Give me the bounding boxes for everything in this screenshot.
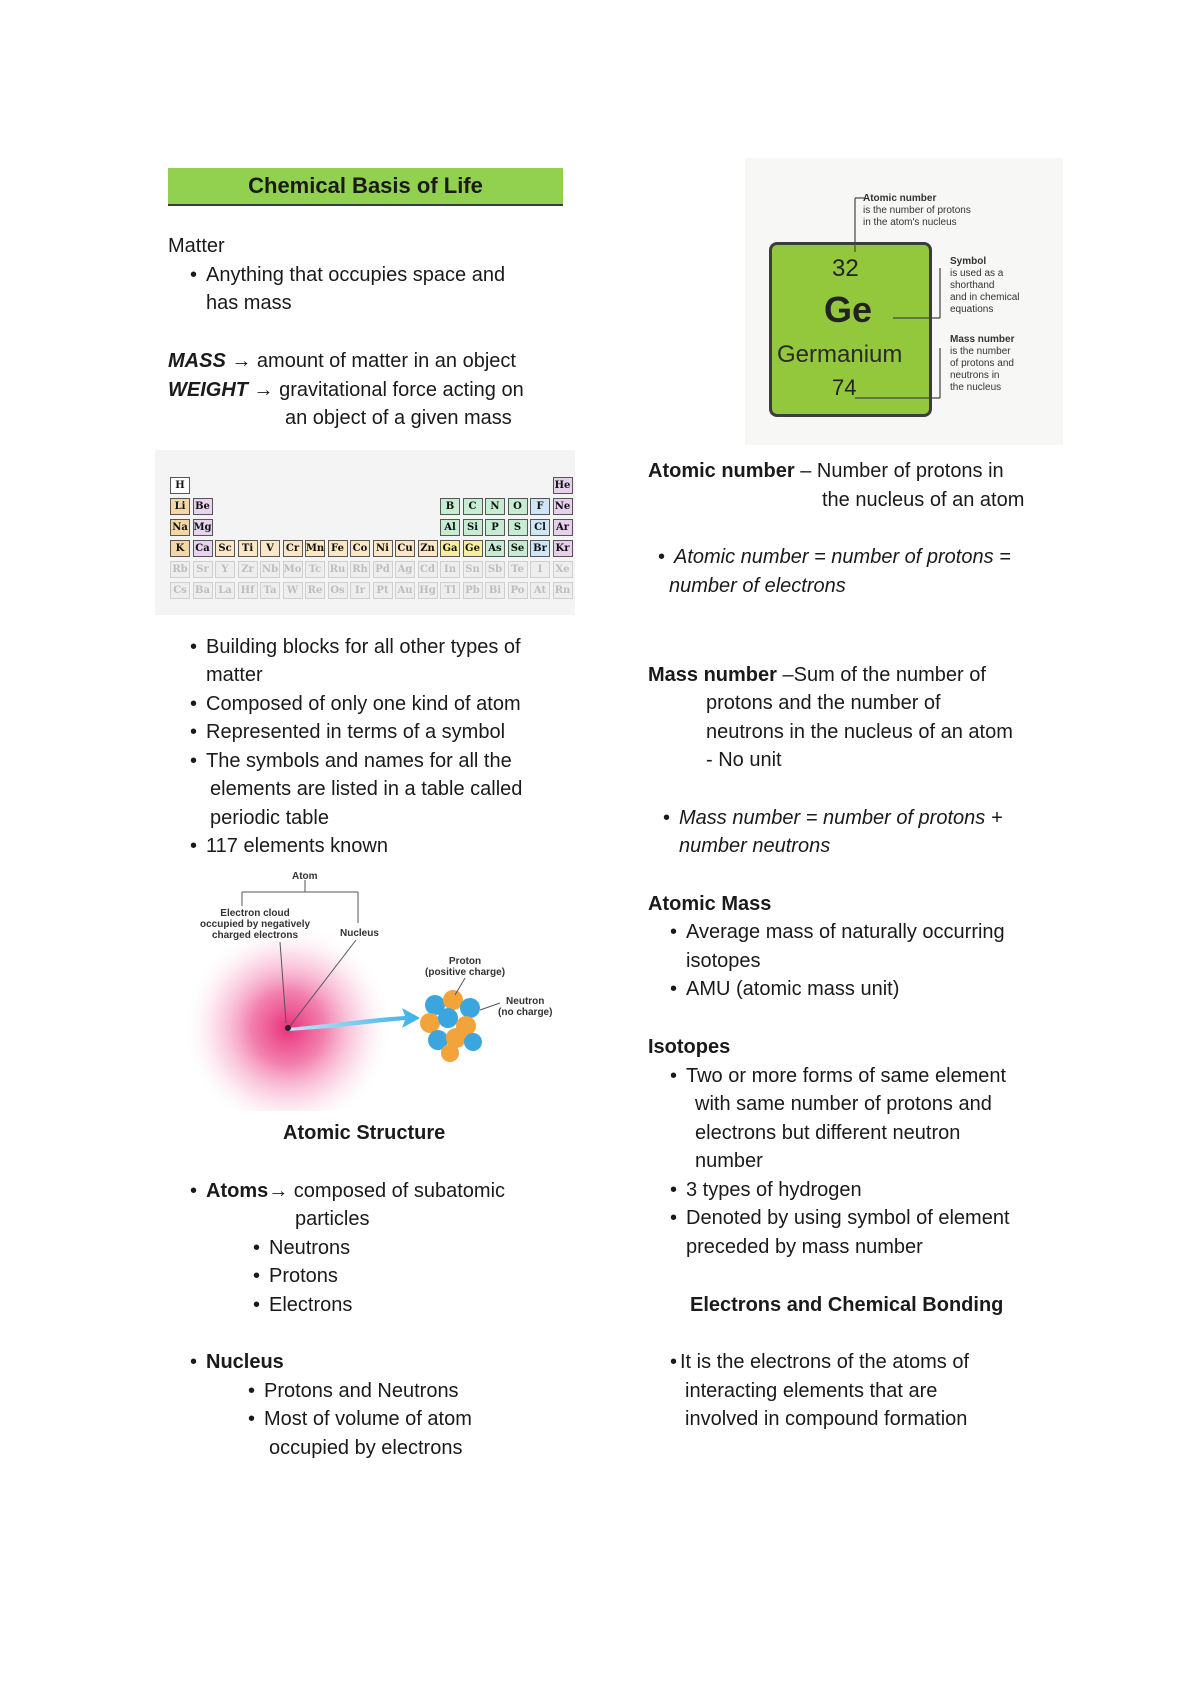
neutron-label-line: (no charge) xyxy=(498,1007,553,1018)
bullet: • xyxy=(190,721,198,743)
matter-bullet-line: has mass xyxy=(206,292,292,314)
element-cell: Ta xyxy=(260,582,280,599)
bullet: • xyxy=(670,1065,678,1087)
bullet: • xyxy=(253,1237,261,1259)
element-cell: In xyxy=(440,561,460,578)
bullet: • xyxy=(190,636,198,658)
proton-label-line: (positive charge) xyxy=(425,967,506,978)
atomic-mass-heading: Atomic Mass xyxy=(648,893,772,915)
element-cell: Os xyxy=(328,582,348,599)
mass-number-callout xyxy=(950,334,1014,394)
element-cell: Zr xyxy=(238,561,258,578)
neutron-label-line: Neutron xyxy=(506,996,545,1007)
callout-line: the nucleus xyxy=(950,382,1002,393)
callout-heading: Atomic number xyxy=(863,193,937,204)
element-cell: Ga xyxy=(440,540,460,557)
element-cell: Cr xyxy=(283,540,303,557)
bullet: • xyxy=(190,693,198,715)
atomic-number-callout xyxy=(863,193,971,229)
element-cell: Nb xyxy=(260,561,280,578)
element-bullet-line: Represented in terms of a symbol xyxy=(206,721,506,743)
callout-heading: Mass number xyxy=(950,334,1015,345)
electron-cloud-label-line: occupied by negatively xyxy=(200,919,311,930)
isotopes-heading: Isotopes xyxy=(648,1036,731,1058)
element-cell: Re xyxy=(305,582,325,599)
page-title: Chemical Basis of Life xyxy=(168,168,563,206)
bullet: • xyxy=(670,978,678,1000)
element-cell: Hf xyxy=(238,582,258,599)
bullet: • xyxy=(248,1408,256,1430)
bonding-line: interacting elements that are xyxy=(685,1380,938,1402)
element-cell: Sc xyxy=(215,540,235,557)
element-cell: Cs xyxy=(170,582,190,599)
weight-line-2: an object of a given mass xyxy=(285,407,512,429)
atomic-mass-bullet-line: Average mass of naturally occurring xyxy=(686,921,1005,943)
element-cell: Sb xyxy=(485,561,505,578)
bullet: • xyxy=(190,750,198,772)
callout-line: is used as a xyxy=(950,268,1004,279)
element-cell: Te xyxy=(508,561,528,578)
bonding-line: involved in compound formation xyxy=(685,1408,968,1430)
element-cell: Ar xyxy=(553,519,573,536)
mass-text: → amount of matter in an object xyxy=(225,350,516,372)
callout-line: in the atom's nucleus xyxy=(863,217,957,228)
nucleus-item: occupied by electrons xyxy=(269,1437,463,1459)
element-cell: Pt xyxy=(373,582,393,599)
element-cell: Mn xyxy=(305,540,325,557)
bullet: • xyxy=(658,546,666,568)
bullet: • xyxy=(670,1207,678,1229)
element-cell: Bi xyxy=(485,582,505,599)
element-cell: Ag xyxy=(395,561,415,578)
atomic-number-definition xyxy=(648,457,1004,485)
isotopes-bullet-line: with same number of protons and xyxy=(695,1093,992,1115)
element-cell: Se xyxy=(508,540,528,557)
element-cell: Al xyxy=(440,519,460,536)
element-cell: Mo xyxy=(283,561,303,578)
isotopes-bullet-line: preceded by mass number xyxy=(686,1236,923,1258)
element-cell: Na xyxy=(170,519,190,536)
element-cell: Fe xyxy=(328,540,348,557)
element-cell: He xyxy=(553,477,573,494)
element-cell: V xyxy=(260,540,280,557)
element-cell: Au xyxy=(395,582,415,599)
element-cell: H xyxy=(170,477,190,494)
element-cell: I xyxy=(530,561,550,578)
element-cell: Tc xyxy=(305,561,325,578)
element-cell: Sn xyxy=(463,561,483,578)
atomic-number-equation: Atomic number = number of protons = xyxy=(674,546,1011,568)
subatomic-item: Protons xyxy=(269,1265,338,1287)
bullet: • xyxy=(190,264,198,286)
callout-line: is the number of protons xyxy=(863,205,971,216)
nucleus-term: Nucleus xyxy=(206,1351,284,1373)
electron-cloud-label-line: Electron cloud xyxy=(220,908,290,919)
element-cell: F xyxy=(530,498,550,515)
nucleus-label: Nucleus xyxy=(340,928,379,939)
atoms-line-2: particles xyxy=(295,1208,370,1230)
periodic-table-image xyxy=(155,450,575,615)
element-cell: Ge xyxy=(463,540,483,557)
weight-text: → gravitational force acting on xyxy=(248,379,524,401)
element-cell: N xyxy=(485,498,505,515)
element-cell: Ru xyxy=(328,561,348,578)
atomic-structure-heading: Atomic Structure xyxy=(283,1122,446,1144)
element-cell: Cl xyxy=(530,519,550,536)
tile-mass-number: 74 xyxy=(832,375,857,400)
element-cell: Rb xyxy=(170,561,190,578)
bonding-line: It is the electrons of the atoms of xyxy=(680,1351,970,1373)
element-bullet-line: The symbols and names for all the xyxy=(206,750,512,772)
element-cell: Cd xyxy=(418,561,438,578)
subatomic-item: Electrons xyxy=(269,1294,353,1316)
atom-structure-figure xyxy=(180,868,555,1111)
element-cell: Rn xyxy=(553,582,573,599)
electron-cloud-label xyxy=(200,908,310,941)
element-cell: B xyxy=(440,498,460,515)
element-cell: Xe xyxy=(553,561,573,578)
weight-definition xyxy=(168,376,524,404)
element-cell: Tl xyxy=(440,582,460,599)
bonding-heading: Electrons and Chemical Bonding xyxy=(690,1294,1004,1316)
proton-label-line: Proton xyxy=(448,956,482,967)
callout-line: equations xyxy=(950,304,994,315)
element-bullet-line: periodic table xyxy=(210,807,329,829)
callout-line: is the number xyxy=(950,346,1011,357)
nucleus-item: Protons and Neutrons xyxy=(264,1380,459,1402)
isotopes-bullet-line: electrons but different neutron xyxy=(695,1122,961,1144)
mass-number-line: - No unit xyxy=(706,749,782,771)
element-cell: Rh xyxy=(350,561,370,578)
atomic-number-text: – Number of protons in xyxy=(794,460,1004,482)
isotopes-bullet-line: 3 types of hydrogen xyxy=(686,1179,862,1201)
atoms-text: → composed of subatomic xyxy=(268,1180,506,1202)
bullet: • xyxy=(663,807,671,829)
callout-line: shorthand xyxy=(950,280,995,291)
element-cell: Zn xyxy=(418,540,438,557)
bullet: • xyxy=(670,1351,678,1373)
electron-cloud-label-line: charged electrons xyxy=(211,930,299,941)
callout-heading: Symbol xyxy=(950,256,987,267)
atomic-mass-bullet-line: isotopes xyxy=(686,950,761,972)
element-cell: Cu xyxy=(395,540,415,557)
bullet: • xyxy=(670,1179,678,1201)
mass-number-equation: number neutrons xyxy=(679,835,831,857)
germanium-element-figure xyxy=(745,158,1063,445)
element-cell: Pb xyxy=(463,582,483,599)
element-cell: Pd xyxy=(373,561,393,578)
symbol-callout xyxy=(950,256,1019,316)
element-cell: S xyxy=(508,519,528,536)
isotopes-bullet-line: Denoted by using symbol of element xyxy=(686,1207,1010,1229)
neutron-label xyxy=(498,996,552,1018)
matter-heading: Matter xyxy=(168,235,225,257)
element-cell: K xyxy=(170,540,190,557)
element-cell: Br xyxy=(530,540,550,557)
tile-symbol: Ge xyxy=(824,289,873,330)
bullet: • xyxy=(670,921,678,943)
element-cell: Sr xyxy=(193,561,213,578)
isotopes-bullet-line: Two or more forms of same element xyxy=(686,1065,1007,1087)
element-cell: La xyxy=(215,582,235,599)
matter-bullet-line: Anything that occupies space and xyxy=(206,264,506,286)
tile-atomic-number: 32 xyxy=(832,255,859,282)
element-cell: At xyxy=(530,582,550,599)
weight-term: WEIGHT xyxy=(168,379,248,401)
element-bullet-line: Composed of only one kind of atom xyxy=(206,693,521,715)
element-bullet-line: 117 elements known xyxy=(206,835,388,857)
element-cell: Ir xyxy=(350,582,370,599)
subatomic-item: Neutrons xyxy=(269,1237,351,1259)
atoms-term: Atoms xyxy=(206,1180,269,1202)
atomic-number-line-2: the nucleus of an atom xyxy=(822,489,1025,511)
bullet: • xyxy=(190,1351,198,1373)
mass-number-line: protons and the number of xyxy=(706,692,941,714)
element-cell: O xyxy=(508,498,528,515)
element-cell: Ca xyxy=(193,540,213,557)
atoms-line xyxy=(206,1177,505,1205)
element-cell: As xyxy=(485,540,505,557)
element-bullet-line: matter xyxy=(206,664,263,686)
mass-number-term: Mass number xyxy=(648,664,777,686)
atom-label: Atom xyxy=(292,871,318,882)
callout-line: of protons and xyxy=(950,358,1014,369)
element-cell: Y xyxy=(215,561,235,578)
mass-term: MASS xyxy=(168,350,226,372)
mass-number-text: –Sum of the number of xyxy=(776,664,986,686)
element-cell: Ba xyxy=(193,582,213,599)
element-cell: Li xyxy=(170,498,190,515)
atomic-mass-bullet-line: AMU (atomic mass unit) xyxy=(686,978,900,1000)
element-cell: P xyxy=(485,519,505,536)
isotopes-bullet-line: number xyxy=(695,1150,763,1172)
callout-line: and in chemical xyxy=(950,292,1020,303)
atom-diagram-graphic xyxy=(180,868,555,1111)
proton-label xyxy=(425,956,505,978)
mass-number-line: neutrons in the nucleus of an atom xyxy=(706,721,1013,743)
bullet: • xyxy=(190,835,198,857)
element-cell: Co xyxy=(350,540,370,557)
bullet: • xyxy=(253,1265,261,1287)
element-bullet-line: Building blocks for all other types of xyxy=(206,636,521,658)
nucleus-item: Most of volume of atom xyxy=(264,1408,472,1430)
element-cell: C xyxy=(463,498,483,515)
mass-number-equation: Mass number = number of protons + xyxy=(679,807,1003,829)
element-cell: Ni xyxy=(373,540,393,557)
element-bullet-line: elements are listed in a table called xyxy=(210,778,523,800)
bullet: • xyxy=(248,1380,256,1402)
element-cell: W xyxy=(283,582,303,599)
mass-number-definition xyxy=(648,661,986,689)
mass-definition xyxy=(168,347,516,375)
callout-line: neutrons in xyxy=(950,370,1000,381)
element-cell: Hg xyxy=(418,582,438,599)
atomic-number-equation: number of electrons xyxy=(669,575,846,597)
element-cell: Mg xyxy=(193,519,213,536)
bullet: • xyxy=(190,1180,198,1202)
element-cell: Be xyxy=(193,498,213,515)
bullet: • xyxy=(253,1294,261,1316)
element-cell: Si xyxy=(463,519,483,536)
element-cell: Ne xyxy=(553,498,573,515)
atomic-number-term: Atomic number xyxy=(648,460,795,482)
element-cell: Po xyxy=(508,582,528,599)
element-cell: Ti xyxy=(238,540,258,557)
element-cell: Kr xyxy=(553,540,573,557)
tile-name: Germanium xyxy=(777,341,903,368)
